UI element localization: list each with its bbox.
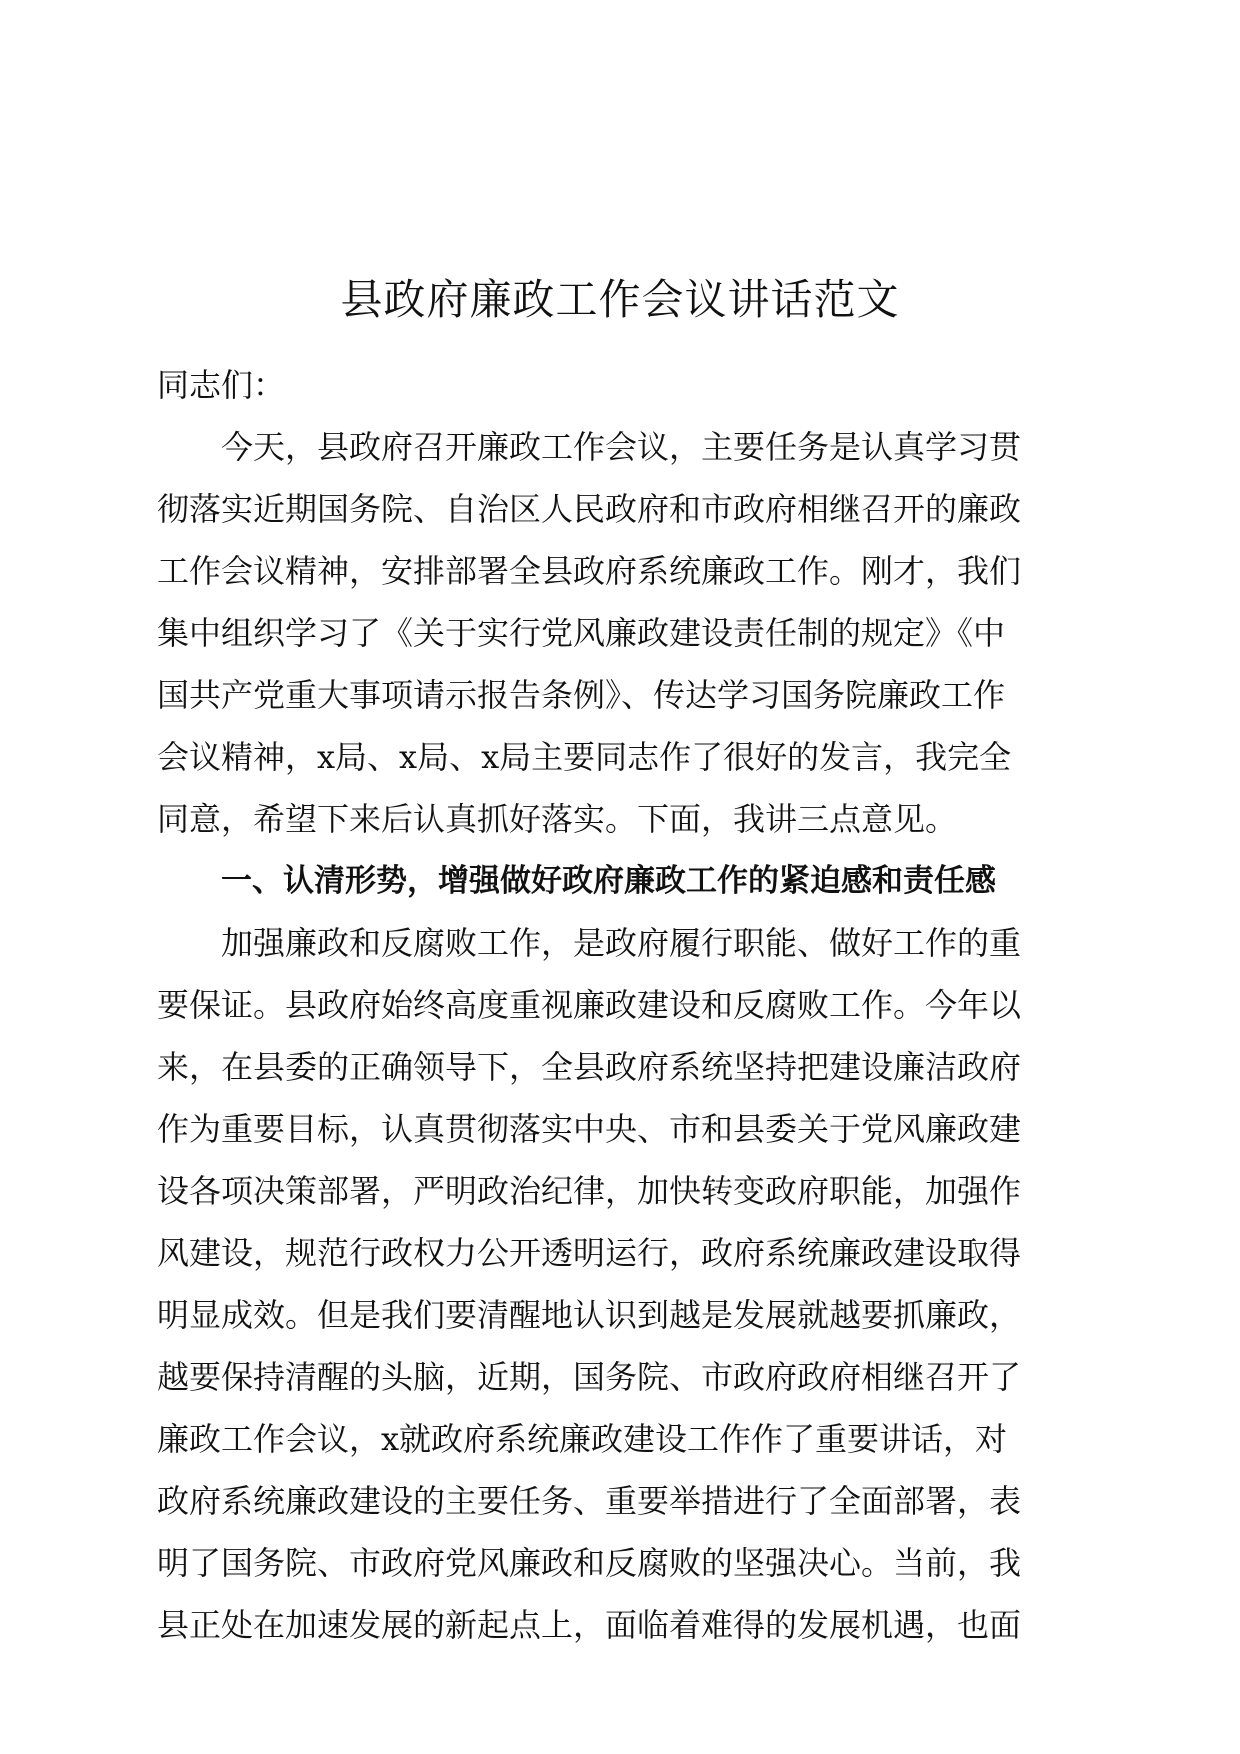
text-line: 县正处在加速发展的新起点上，面临着难得的发展机遇，也面: [157, 1606, 1022, 1644]
text-line: 越要保持清醒的头脑，近期，国务院、市政府政府相继召开了: [157, 1358, 1022, 1396]
text-line: 明显成效。但是我们要清醒地认识到越是发展就越要抓廉政，: [157, 1296, 1022, 1334]
text-line: 集中组织学习了《关于实行党风廉政建设责任制的规定》《中: [157, 614, 1006, 652]
text-line: 明了国务院、市政府党风廉政和反腐败的坚强决心。当前，我: [157, 1544, 1022, 1582]
text-line: 来，在县委的正确领导下，全县政府系统坚持把建设廉洁政府: [157, 1048, 1022, 1086]
text-line: 廉政工作会议，x就政府系统廉政建设工作作了重要讲话，对: [157, 1420, 1008, 1458]
text-line: 会议精神，x局、x局、x局主要同志作了很好的发言，我完全: [157, 738, 1012, 776]
document-title: 县政府廉政工作会议讲话范文: [340, 275, 900, 324]
text-line: 国共产党重大事项请示报告条例》、传达学习国务院廉政工作: [157, 676, 1006, 714]
text-line: 风建设，规范行政权力公开透明运行，政府系统廉政建设取得: [157, 1234, 1022, 1272]
text-line: 作为重要目标，认真贯彻落实中央、市和县委关于党风廉政建: [157, 1110, 1022, 1148]
section-heading: 一、认清形势，增强做好政府廉政工作的紧迫感和责任感: [221, 863, 996, 899]
text-line: 今天，县政府召开廉政工作会议，主要任务是认真学习贯: [221, 428, 1022, 466]
text-line: 加强廉政和反腐败工作，是政府履行职能、做好工作的重: [221, 924, 1022, 962]
salutation: 同志们：: [157, 366, 286, 404]
text-line: 政府系统廉政建设的主要任务、重要举措进行了全面部署，表: [157, 1482, 1022, 1520]
text-line: 要保证。县政府始终高度重视廉政建设和反腐败工作。今年以: [157, 986, 1022, 1024]
text-line: 工作会议精神，安排部署全县政府系统廉政工作。刚才，我们: [157, 552, 1022, 590]
document-body: [157, 354, 1057, 1656]
text-line: 同意，希望下来后认真抓好落实。下面，我讲三点意见。: [157, 800, 958, 838]
paragraph-lines: [157, 416, 1057, 1656]
text-line: 设各项决策部署，严明政治纪律，加快转变政府职能，加强作: [157, 1172, 1022, 1210]
text-line: 彻落实近期国务院、自治区人民政府和市政府相继召开的廉政: [157, 490, 1022, 528]
